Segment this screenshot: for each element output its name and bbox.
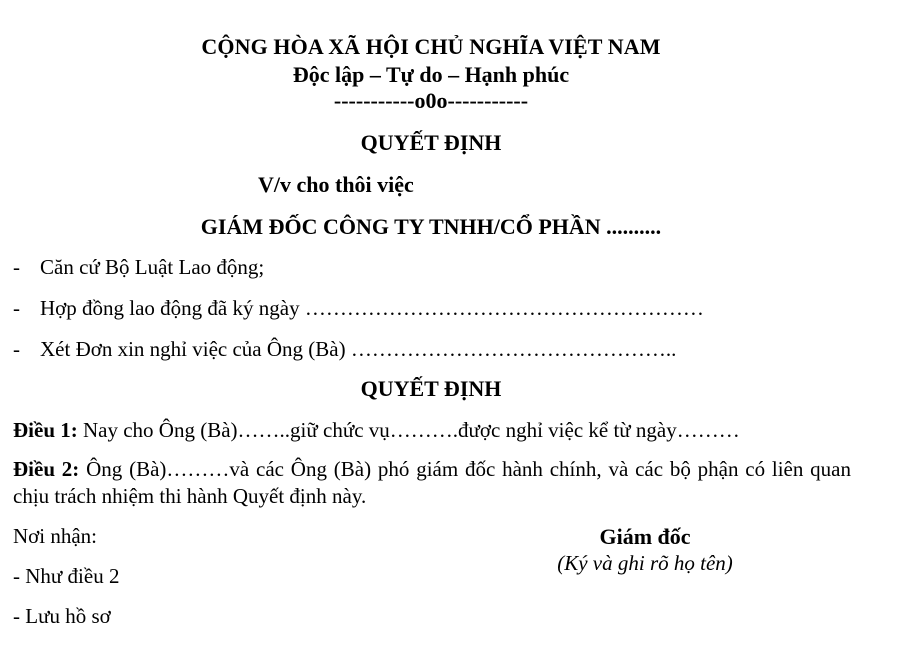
recipients-label: Nơi nhận: — [13, 524, 98, 548]
bullet-dash: - — [13, 337, 20, 361]
issuer-heading: GIÁM ĐỐC CÔNG TY TNHH/CỔ PHẦN .......... — [200, 214, 662, 239]
recipient-item: - Như điều 2 — [13, 564, 120, 588]
recipient-item: - Lưu hồ sơ — [13, 604, 111, 628]
article-label: Điều 2: — [13, 457, 80, 481]
basis-item — [13, 337, 676, 362]
article-text: Nay cho Ông (Bà)……..giữ chức vụ……….được nghỉ việc kể từ ngày……… — [77, 418, 740, 442]
basis-text: Căn cứ Bộ Luật Lao động; — [40, 255, 265, 279]
bullet-dash: - — [13, 255, 20, 279]
article-text: Ông (Bà)………và các Ông (Bà) phó giám đốc hành chính, và các bộ phận có liên quan chịu trách nhiệm thi hành Quyết định này. — [13, 457, 852, 508]
document-title: QUYẾT ĐỊNH — [360, 130, 502, 155]
bullet-dash: - — [13, 296, 20, 320]
basis-text: Hợp đồng lao động đã ký ngày ………………………………………………… — [40, 296, 704, 320]
decision-heading: QUYẾT ĐỊNH — [360, 376, 502, 401]
signature-title: Giám đốc — [599, 524, 691, 549]
basis-text: Xét Đơn xin nghỉ việc của Ông (Bà) ……………………………………….. — [40, 337, 677, 361]
basis-item — [13, 296, 704, 321]
article-label: Điều 1: — [13, 418, 78, 442]
signature-note: (Ký và ghi rõ họ tên) — [557, 551, 733, 575]
basis-item — [13, 255, 264, 280]
document-subject: V/v cho thôi việc — [258, 172, 414, 197]
article-2 — [13, 456, 851, 510]
article-1 — [13, 418, 851, 443]
nation-heading: CỘNG HÒA XÃ HỘI CHỦ NGHĨA VIỆT NAM — [201, 34, 661, 59]
header-separator: -----------o0o----------- — [333, 88, 529, 113]
motto: Độc lập – Tự do – Hạnh phúc — [292, 62, 570, 87]
